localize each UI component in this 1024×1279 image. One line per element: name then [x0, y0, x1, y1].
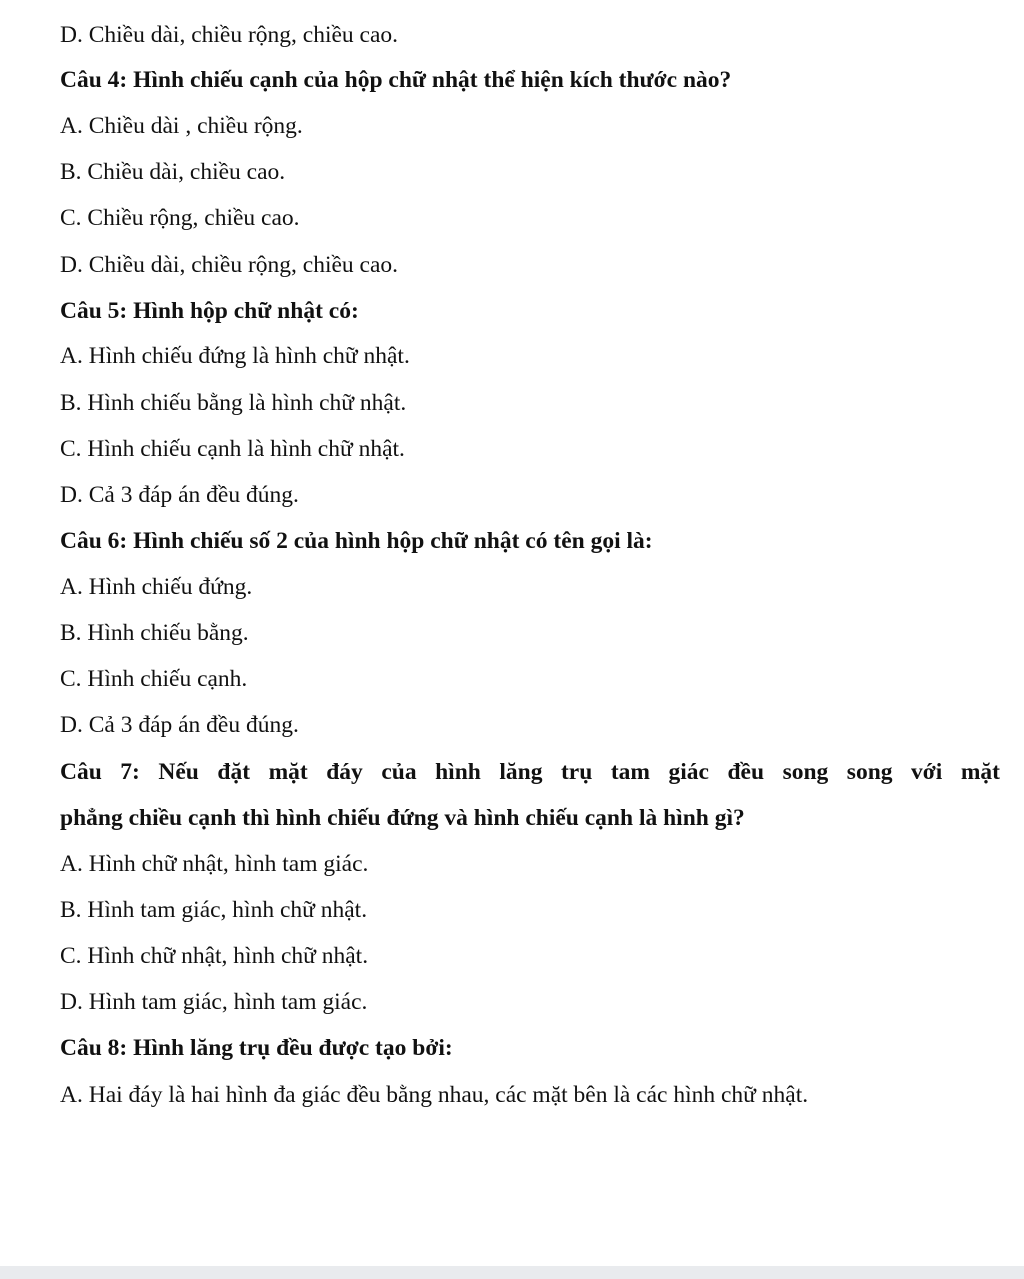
answer-d-q5: D. Cả 3 đáp án đều đúng.	[60, 482, 299, 508]
question-5: Câu 5: Hình hộp chữ nhật có:	[60, 298, 359, 324]
answer-c-q6: C. Hình chiếu cạnh.	[60, 666, 248, 692]
question-7-line-1: Câu 7: Nếu đặt mặt đáy của hình lăng trụ tam giác đều song song với mặt	[60, 759, 1000, 785]
answer-d-q4: D. Chiều dài, chiều rộng, chiều cao.	[60, 252, 399, 278]
bottom-bar	[0, 1266, 1024, 1279]
answer-a-q7: A. Hình chữ nhật, hình tam giác.	[60, 851, 369, 877]
answer-c-q4: C. Chiều rộng, chiều cao.	[60, 205, 300, 231]
question-4: Câu 4: Hình chiếu cạnh của hộp chữ nhật thể hiện kích thước nào?	[60, 67, 732, 93]
answer-b-q5: B. Hình chiếu bằng là hình chữ nhật.	[60, 390, 407, 416]
answer-b-q7: B. Hình tam giác, hình chữ nhật.	[60, 897, 368, 923]
question-8: Câu 8: Hình lăng trụ đều được tạo bởi:	[60, 1035, 453, 1061]
answer-a-q6: A. Hình chiếu đứng.	[60, 574, 253, 600]
question-6: Câu 6: Hình chiếu số 2 của hình hộp chữ nhật có tên gọi là:	[60, 528, 653, 554]
answer-a-q4: A. Chiều dài , chiều rộng.	[60, 113, 303, 139]
answer-b-q6: B. Hình chiếu bằng.	[60, 620, 249, 646]
answer-d-q7: D. Hình tam giác, hình tam giác.	[60, 989, 368, 1015]
answer-b-q4: B. Chiều dài, chiều cao.	[60, 159, 286, 185]
question-7-line-2: phẳng chiều cạnh thì hình chiếu đứng và hình chiếu cạnh là hình gì?	[60, 805, 745, 831]
answer-d-q3: D. Chiều dài, chiều rộng, chiều cao.	[60, 22, 399, 48]
answer-a-q5: A. Hình chiếu đứng là hình chữ nhật.	[60, 343, 410, 369]
answer-c-q7: C. Hình chữ nhật, hình chữ nhật.	[60, 943, 369, 969]
answer-a-q8: A. Hai đáy là hai hình đa giác đều bằng nhau, các mặt bên là các hình chữ nhật.	[60, 1082, 809, 1108]
answer-c-q5: C. Hình chiếu cạnh là hình chữ nhật.	[60, 436, 405, 462]
answer-d-q6: D. Cả 3 đáp án đều đúng.	[60, 712, 299, 738]
